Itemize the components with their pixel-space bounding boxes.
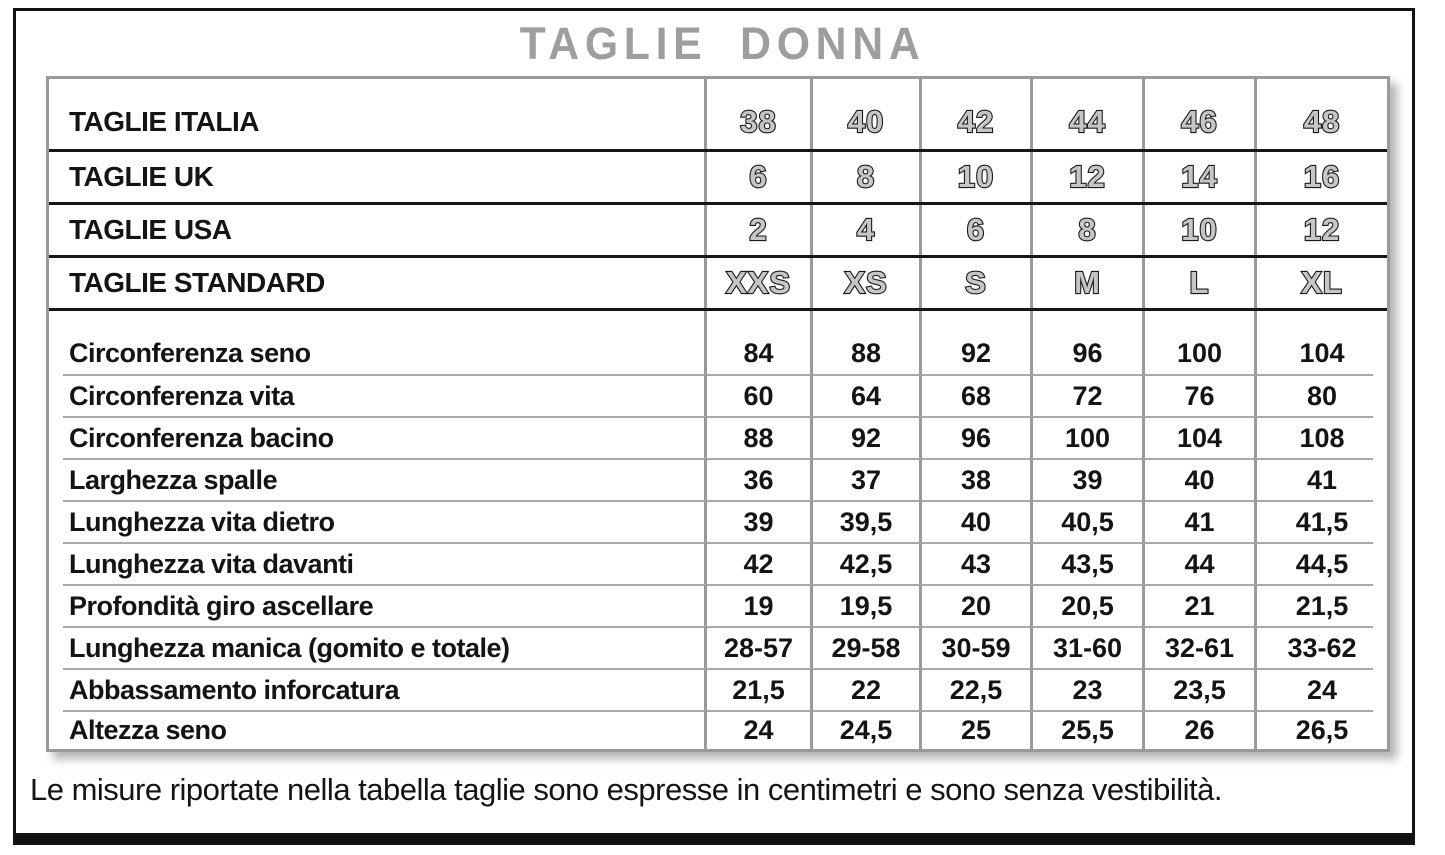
- row-value: 96: [1030, 311, 1142, 375]
- row-value: 22: [810, 669, 919, 711]
- row-value: 21,5: [1254, 585, 1387, 627]
- row-value: 104: [1142, 417, 1254, 459]
- row-value: 30-59: [919, 627, 1030, 669]
- row-value: 42: [704, 543, 810, 585]
- table-row: [49, 417, 1387, 459]
- row-label: TAGLIE STANDARD: [69, 267, 325, 298]
- table-row: [49, 669, 1387, 711]
- row-value: 29-58: [810, 627, 919, 669]
- row-value: XL: [1254, 258, 1387, 308]
- row-value: 8: [810, 152, 919, 202]
- row-value: 68: [919, 375, 1030, 417]
- row-value: 23: [1030, 669, 1142, 711]
- row-value: 24,5: [810, 711, 919, 750]
- row-value: 6: [919, 205, 1030, 255]
- women-size-table: [46, 76, 1390, 752]
- row-value: 92: [810, 417, 919, 459]
- row-value: 41: [1142, 501, 1254, 543]
- table-row: [49, 543, 1387, 585]
- row-value: 42,5: [810, 543, 919, 585]
- row-value: 44,5: [1254, 543, 1387, 585]
- row-value: XS: [810, 258, 919, 308]
- row-value: 36: [704, 459, 810, 501]
- measurement-units-note: Le misure riportate nella tabella taglie sono espresse in centimetri e sono senza vestibilità.: [30, 772, 1222, 807]
- row-value: 33-62: [1254, 627, 1387, 669]
- row-value: 100: [1142, 311, 1254, 375]
- row-value: 100: [1030, 417, 1142, 459]
- row-value: 44: [1030, 79, 1142, 149]
- table-row: [49, 375, 1387, 417]
- row-value: 12: [1254, 205, 1387, 255]
- row-value: 108: [1254, 417, 1387, 459]
- row-value: 24: [704, 711, 810, 750]
- row-value: 38: [704, 79, 810, 149]
- row-value: 4: [810, 205, 919, 255]
- row-label: Lunghezza vita dietro: [69, 506, 335, 537]
- row-value: 21: [1142, 585, 1254, 627]
- row-label: Larghezza spalle: [69, 464, 278, 495]
- row-label: TAGLIE USA: [69, 214, 232, 245]
- row-value: 26,5: [1254, 711, 1387, 750]
- row-value: 88: [810, 311, 919, 375]
- row-value: 20: [919, 585, 1030, 627]
- row-value: 80: [1254, 375, 1387, 417]
- row-value: 12: [1030, 152, 1142, 202]
- row-label: Lunghezza manica (gomito e totale): [69, 632, 510, 663]
- row-value: 64: [810, 375, 919, 417]
- table-row: [49, 585, 1387, 627]
- row-value: 72: [1030, 375, 1142, 417]
- row-value: L: [1142, 258, 1254, 308]
- table-row: [49, 711, 1387, 750]
- row-label: Altezza seno: [69, 715, 227, 745]
- row-value: 16: [1254, 152, 1387, 202]
- row-value: 76: [1142, 375, 1254, 417]
- row-value: 42: [919, 79, 1030, 149]
- row-label: TAGLIE ITALIA: [69, 106, 259, 137]
- table-row: [49, 459, 1387, 501]
- row-value: 84: [704, 311, 810, 375]
- row-value: 46: [1142, 79, 1254, 149]
- row-value: 37: [810, 459, 919, 501]
- row-value: 96: [919, 417, 1030, 459]
- page-title: TAGLIE DONNA: [519, 18, 926, 69]
- row-value: 41: [1254, 459, 1387, 501]
- row-value: 25,5: [1030, 711, 1142, 750]
- row-value: 40: [919, 501, 1030, 543]
- row-value: 26: [1142, 711, 1254, 750]
- table-row: [49, 311, 1387, 375]
- table-row: [49, 205, 1387, 258]
- row-value: 48: [1254, 79, 1387, 149]
- row-value: 38: [919, 459, 1030, 501]
- row-label: Lunghezza vita davanti: [69, 548, 354, 579]
- table-row: [49, 627, 1387, 669]
- row-value: 60: [704, 375, 810, 417]
- measurements-section: [49, 311, 1387, 750]
- row-value: 41,5: [1254, 501, 1387, 543]
- row-value: 44: [1142, 543, 1254, 585]
- row-label: Circonferenza vita: [69, 380, 295, 411]
- row-label: Circonferenza bacino: [69, 422, 334, 453]
- size-header-section: [49, 79, 1387, 311]
- row-value: 22,5: [919, 669, 1030, 711]
- row-value: 14: [1142, 152, 1254, 202]
- row-value: 92: [919, 311, 1030, 375]
- row-value: 40: [1142, 459, 1254, 501]
- row-value: 24: [1254, 669, 1387, 711]
- row-label: Profondità giro ascellare: [69, 590, 374, 621]
- row-value: 39: [1030, 459, 1142, 501]
- table-row: [49, 152, 1387, 205]
- row-value: 8: [1030, 205, 1142, 255]
- row-value: 32-61: [1142, 627, 1254, 669]
- row-value: 21,5: [704, 669, 810, 711]
- row-value: 28-57: [704, 627, 810, 669]
- row-value: 39: [704, 501, 810, 543]
- table-row: [49, 501, 1387, 543]
- row-value: 88: [704, 417, 810, 459]
- row-value: 10: [919, 152, 1030, 202]
- row-value: 39,5: [810, 501, 919, 543]
- table-row: [49, 258, 1387, 311]
- row-label: Abbassamento inforcatura: [69, 674, 400, 705]
- row-value: 43: [919, 543, 1030, 585]
- row-value: 43,5: [1030, 543, 1142, 585]
- row-value: 19,5: [810, 585, 919, 627]
- row-value: 2: [704, 205, 810, 255]
- row-value: 19: [704, 585, 810, 627]
- row-value: 40: [810, 79, 919, 149]
- row-value: 20,5: [1030, 585, 1142, 627]
- row-label: Circonferenza seno: [69, 337, 311, 368]
- row-label: TAGLIE UK: [69, 161, 214, 192]
- row-value: 6: [704, 152, 810, 202]
- row-value: 104: [1254, 311, 1387, 375]
- row-value: 31-60: [1030, 627, 1142, 669]
- row-value: S: [919, 258, 1030, 308]
- row-value: 23,5: [1142, 669, 1254, 711]
- row-value: 10: [1142, 205, 1254, 255]
- row-value: XXS: [704, 258, 810, 308]
- row-value: 25: [919, 711, 1030, 750]
- row-value: 40,5: [1030, 501, 1142, 543]
- row-value: M: [1030, 258, 1142, 308]
- table-row: [49, 79, 1387, 152]
